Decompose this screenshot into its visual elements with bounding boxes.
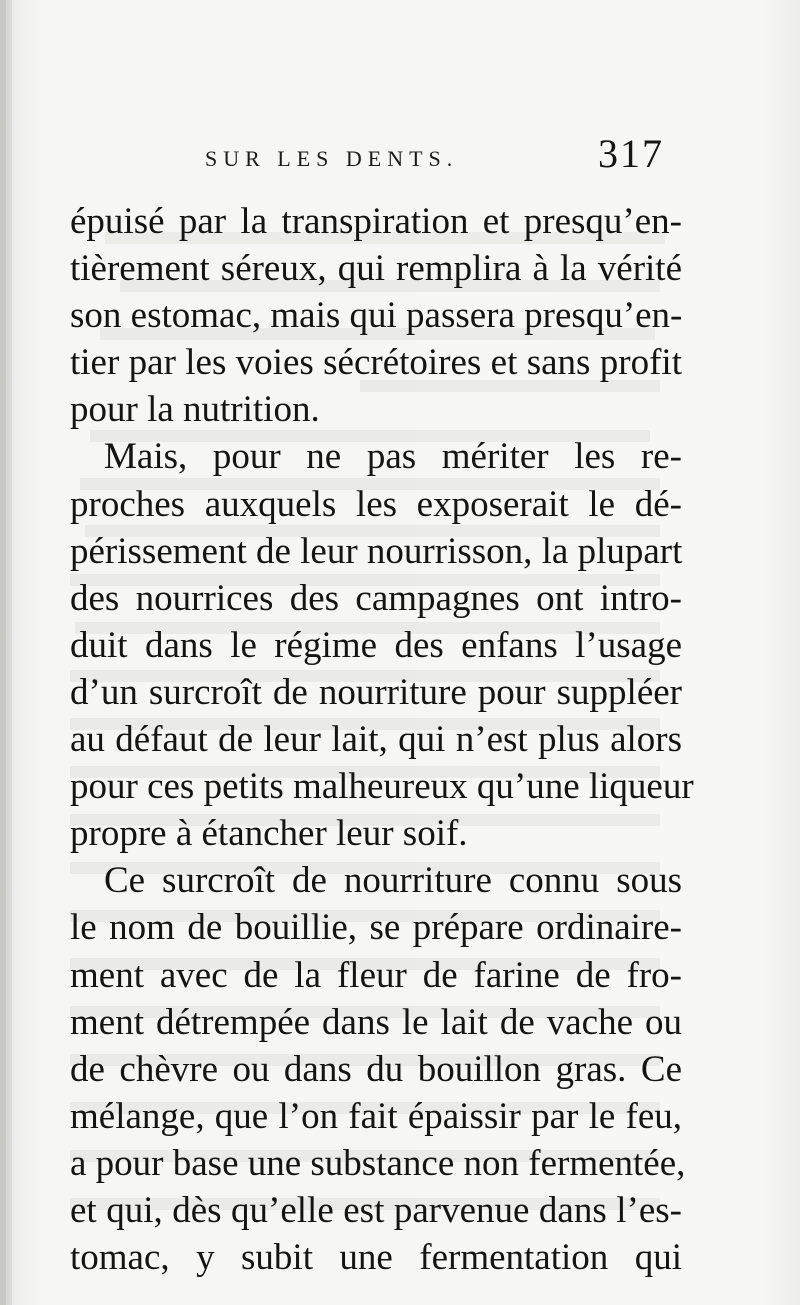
page-number: 317 [598,131,664,176]
text-line: au défaut de leur lait, qui n’est plus alors [70,719,682,761]
text-line: ment avec de la fleur de farine de fro- [70,954,682,996]
paragraph-start-line: Mais, pour ne pas mériter les re- [104,436,682,478]
running-head: SUR LES DENTS. [205,146,459,171]
text-line: de chèvre ou dans du bouillon gras. Ce [70,1048,682,1090]
text-line: le nom de bouillie, se prépare ordinaire- [70,907,682,949]
text-line: son estomac, mais qui passera presqu’en- [70,295,683,337]
paragraph-start-line: Ce surcroît de nourriture connu sous [104,860,682,902]
text-line: proches auxquels les exposerait le dé- [70,483,682,525]
text-line: tièrement séreux, qui remplira à la vérité [70,248,682,290]
text-line: mélange, que l’on fait épaissir par le feu, [70,1095,682,1137]
text-line: tier par les voies sécrétoires et sans profit [70,342,682,384]
text-line: épuisé par la transpiration et presqu’en- [70,201,682,242]
text-line: pour la nutrition. [70,389,320,431]
text-line: tomac, y subit une fermentation qui [70,1237,682,1279]
text-line: des nourrices des campagnes ont intro- [70,577,682,619]
text-line: périssement de leur nourrisson, la plupart [70,530,683,572]
text-line: et qui, dès qu’elle est parvenue dans l’es- [70,1189,682,1231]
text-line: pour ces petits malheureux qu’une liqueur [70,766,694,808]
text-line: a pour base une substance non fermentée, [70,1142,686,1184]
text-line: duit dans le régime des enfans l’usage [70,624,682,666]
text-line: d’un surcroît de nourriture pour suppléer [70,671,682,713]
text-line: propre à étancher leur soif. [70,813,468,855]
text-line: ment détrempée dans le lait de vache ou [70,1001,682,1043]
body-text [70,198,694,1281]
